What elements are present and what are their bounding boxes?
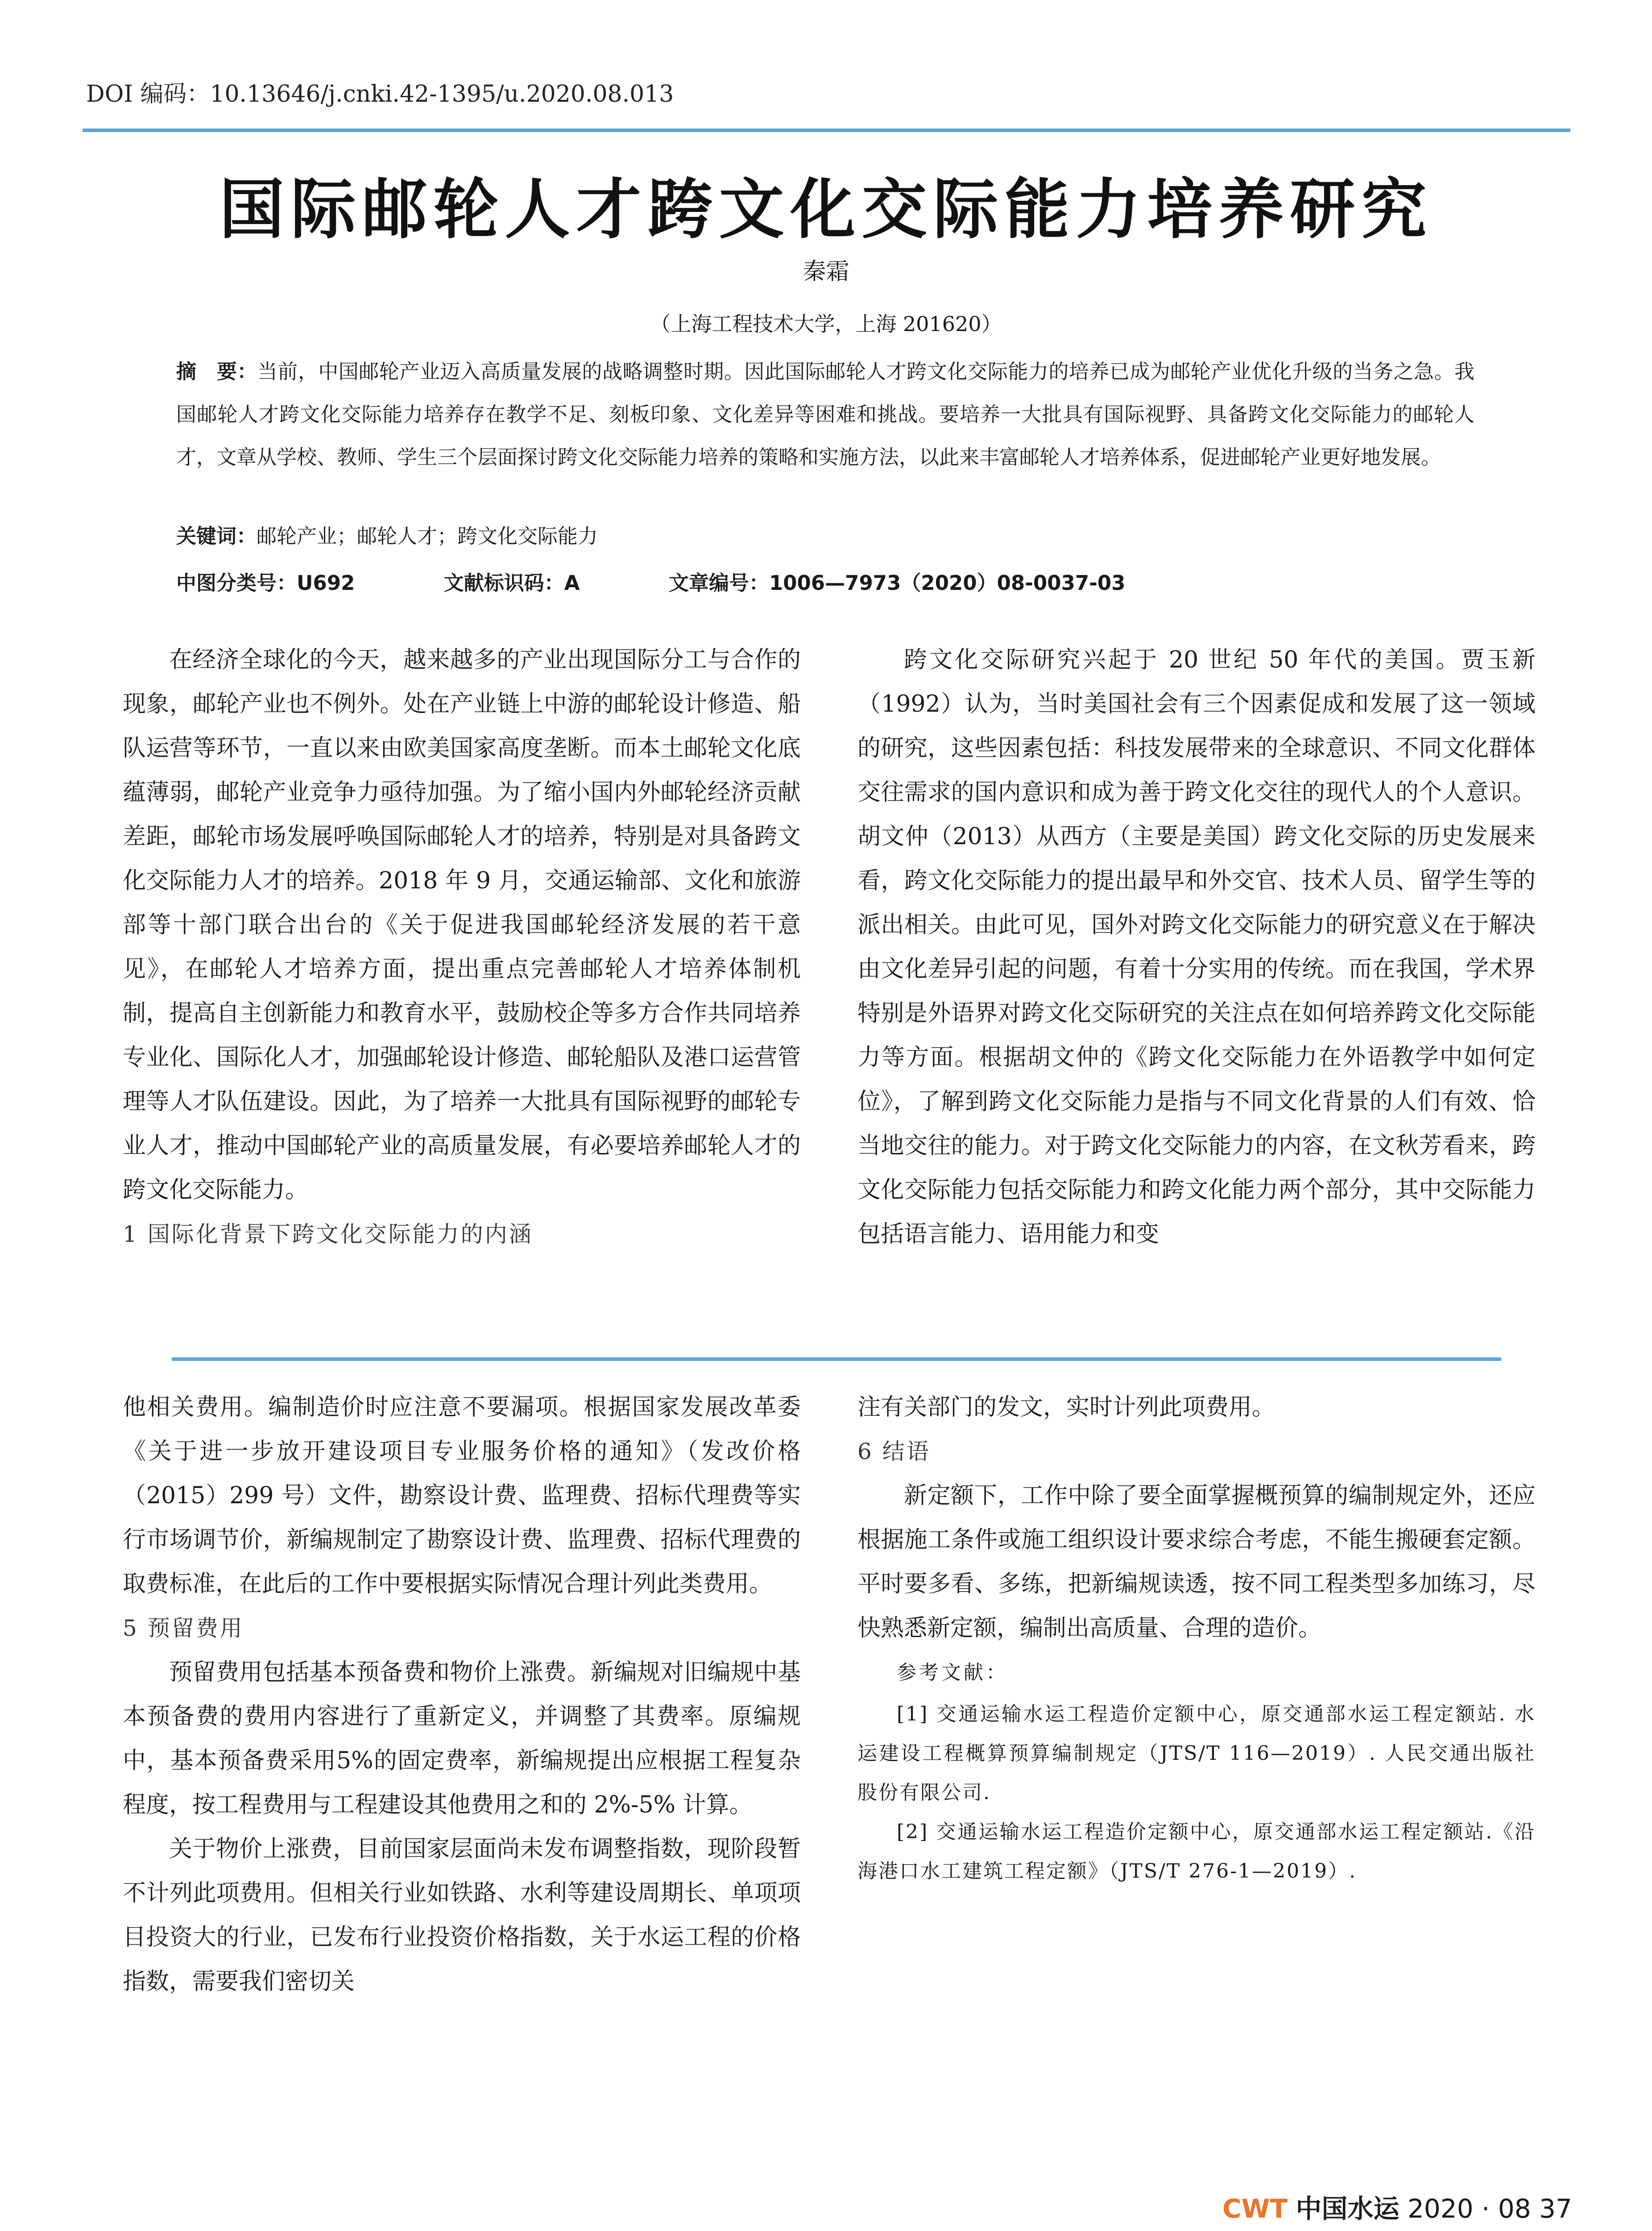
document-code: 文献标识码：A xyxy=(443,571,580,595)
reference-item: [2] 交通运输水运工程造价定额中心，原交通部水运工程定额站.《沿海港口水工建筑工程定额》（JTS/T 276-1—2019）. xyxy=(857,1820,1536,1883)
author: 秦霜 xyxy=(803,258,849,285)
paragraph: 他相关费用。编制造价时应注意不要漏项。根据国家发展改革委《关于进一步放开建设项目专业服务价格的通知》（发改价格（2015）299 号）文件，勘察设计费、监理费、招标代理费等实行市场调节价，新编规制定了勘察设计费、监理费、招标代理费的取费标准，在此后的工作中要根据实际情况合理计列此类费用。 xyxy=(123,1394,801,1597)
keywords-text: 邮轮产业；邮轮人才；跨文化交际能力 xyxy=(257,524,598,548)
page-footer xyxy=(1222,2188,1572,2225)
classification-line xyxy=(176,567,1126,596)
section-heading: 6 结语 xyxy=(857,1439,931,1464)
separator-rule xyxy=(172,1357,1501,1361)
article-left-column xyxy=(123,638,801,1256)
abstract-text: 当前，中国邮轮产业迈入高质量发展的战略调整时期。因此国际邮轮人才跨文化交际能力的培养已成为邮轮产业优化升级的当务之急。我国邮轮人才跨文化交际能力培养存在教学不足、刻板印象、文化差异等困难和挑战。要培养一大批具有国际视野、具备跨文化交际能力的邮轮人才，文章从学校、教师、学生三个层面探讨跨文化交际能力培养的策略和实施方法，以此来丰富邮轮人才培养体系，促进邮轮产业更好地发展。 xyxy=(176,360,1474,469)
prev-article-right-column xyxy=(857,1385,1536,1891)
cwt-logo: CWT xyxy=(1222,2194,1288,2224)
doi-line: DOI 编码：10.13646/j.cnki.42-1395/u.2020.08.013 xyxy=(86,81,674,108)
paragraph: 预留费用包括基本预备费和物价上涨费。新编规对旧编规中基本预备费的费用内容进行了重新定义，并调整了其费率。原编规中，基本预备费采用5%的固定费率，新编规提出应根据工程复杂程度，按工程费用与工程建设其他费用之和的 2%-5% 计算。 xyxy=(123,1659,801,1818)
paragraph: 在经济全球化的今天，越来越多的产业出现国际分工与合作的现象，邮轮产业也不例外。处在产业链上中游的邮轮设计修造、船队运营等环节，一直以来由欧美国家高度垄断。而本土邮轮文化底蕴薄弱，邮轮产业竞争力亟待加强。为了缩小国内外邮轮经济贡献差距，邮轮市场发展呼唤国际邮轮人才的培养，特别是对具备跨文化交际能力人才的培养。2018 年 9 月，交通运输部、文化和旅游部等十部门联合出台的《关于促进我国邮轮经济发展的若干意见》，在邮轮人才培养方面，提出重点完善邮轮人才培养体制机制，提高自主创新能力和教育水平，鼓励校企等多方合作共同培养专业化、国际化人才，加强邮轮设计修造、邮轮船队及港口运营管理等人才队伍建设。因此，为了培养一大批具有国际视野的邮轮专业人才，推动中国邮轮产业的高质量发展，有必要培养邮轮人才的跨文化交际能力。 xyxy=(123,647,801,1203)
prev-article-left-column xyxy=(123,1385,801,2004)
affiliation: （上海工程技术大学，上海 201620） xyxy=(650,312,1002,336)
paragraph: 新定额下，工作中除了要全面掌握概预算的编制规定外，还应根据施工条件或施工组织设计要求综合考虑，不能生搬硬套定额。平时要多看、多练，把新编规读透，按不同工程类型多加练习，尽快熟悉新定额，编制出高质量、合理的造价。 xyxy=(857,1482,1536,1642)
paragraph: 跨文化交际研究兴起于 20 世纪 50 年代的美国。贾玉新（1992）认为，当时美国社会有三个因素促成和发展了这一领域的研究，这些因素包括：科技发展带来的全球意识、不同文化群体交往需求的国内意识和成为善于跨文化交往的现代人的个人意识。胡文仲（2013）从西方（主要是美国）跨文化交际的历史发展来看，跨文化交际能力的提出最早和外交官、技术人员、留学生等的派出相关。由此可见，国外对跨文化交际能力的研究意义在于解决由文化差异引起的问题，有着十分实用的传统。而在我国，学术界特别是外语界对跨文化交际研究的关注点在如何培养跨文化交际能力等方面。根据胡文仲的《跨文化交际能力在外语教学中如何定位》，了解到跨文化交际能力是指与不同文化背景的人们有效、恰当地交往的能力。对于跨文化交际能力的内容，在文秋芳看来，跨文化交际能力包括交际能力和跨文化能力两个部分，其中交际能力包括语言能力、语用能力和变 xyxy=(857,647,1536,1248)
abstract-label: 摘 要： xyxy=(176,360,257,383)
section-heading: 5 预留费用 xyxy=(123,1615,244,1641)
section-heading: 1 国际化背景下跨文化交际能力的内涵 xyxy=(123,1221,533,1247)
article-number: 文章编号：1006—7973（2020）08-0037-03 xyxy=(668,571,1126,595)
references-heading: 参考文献： xyxy=(897,1661,1008,1684)
keywords-label: 关键词： xyxy=(176,524,257,548)
header-rule xyxy=(83,129,1570,132)
keywords xyxy=(176,520,598,549)
reference-item: [1] 交通运输水运工程造价定额中心，原交通部水运工程定额站. 水运建设工程概算预算编制规定（JTS/T 116—2019）. 人民交通出版社股份有限公司. xyxy=(857,1703,1536,1804)
paragraph: 关于物价上涨费，目前国家层面尚未发布调整指数，现阶段暂不计列此项费用。但相关行业如铁路、水利等建设周期长、单项项目投资大的行业，已发布行业投资价格指数，关于水运工程的价格指数，需要我们密切关 xyxy=(123,1836,801,1995)
issue-number: 2020 · 08 xyxy=(1408,2194,1531,2224)
abstract xyxy=(176,350,1474,479)
article-right-column xyxy=(857,638,1536,1256)
magazine-name: 中国水运 xyxy=(1296,2194,1399,2224)
paragraph: 注有关部门的发文，实时计列此项费用。 xyxy=(857,1394,1275,1421)
page-number: 37 xyxy=(1539,2194,1572,2224)
article-title: 国际邮轮人才跨文化交际能力培养研究 xyxy=(219,171,1433,248)
clc-number: 中图分类号：U692 xyxy=(176,571,355,595)
